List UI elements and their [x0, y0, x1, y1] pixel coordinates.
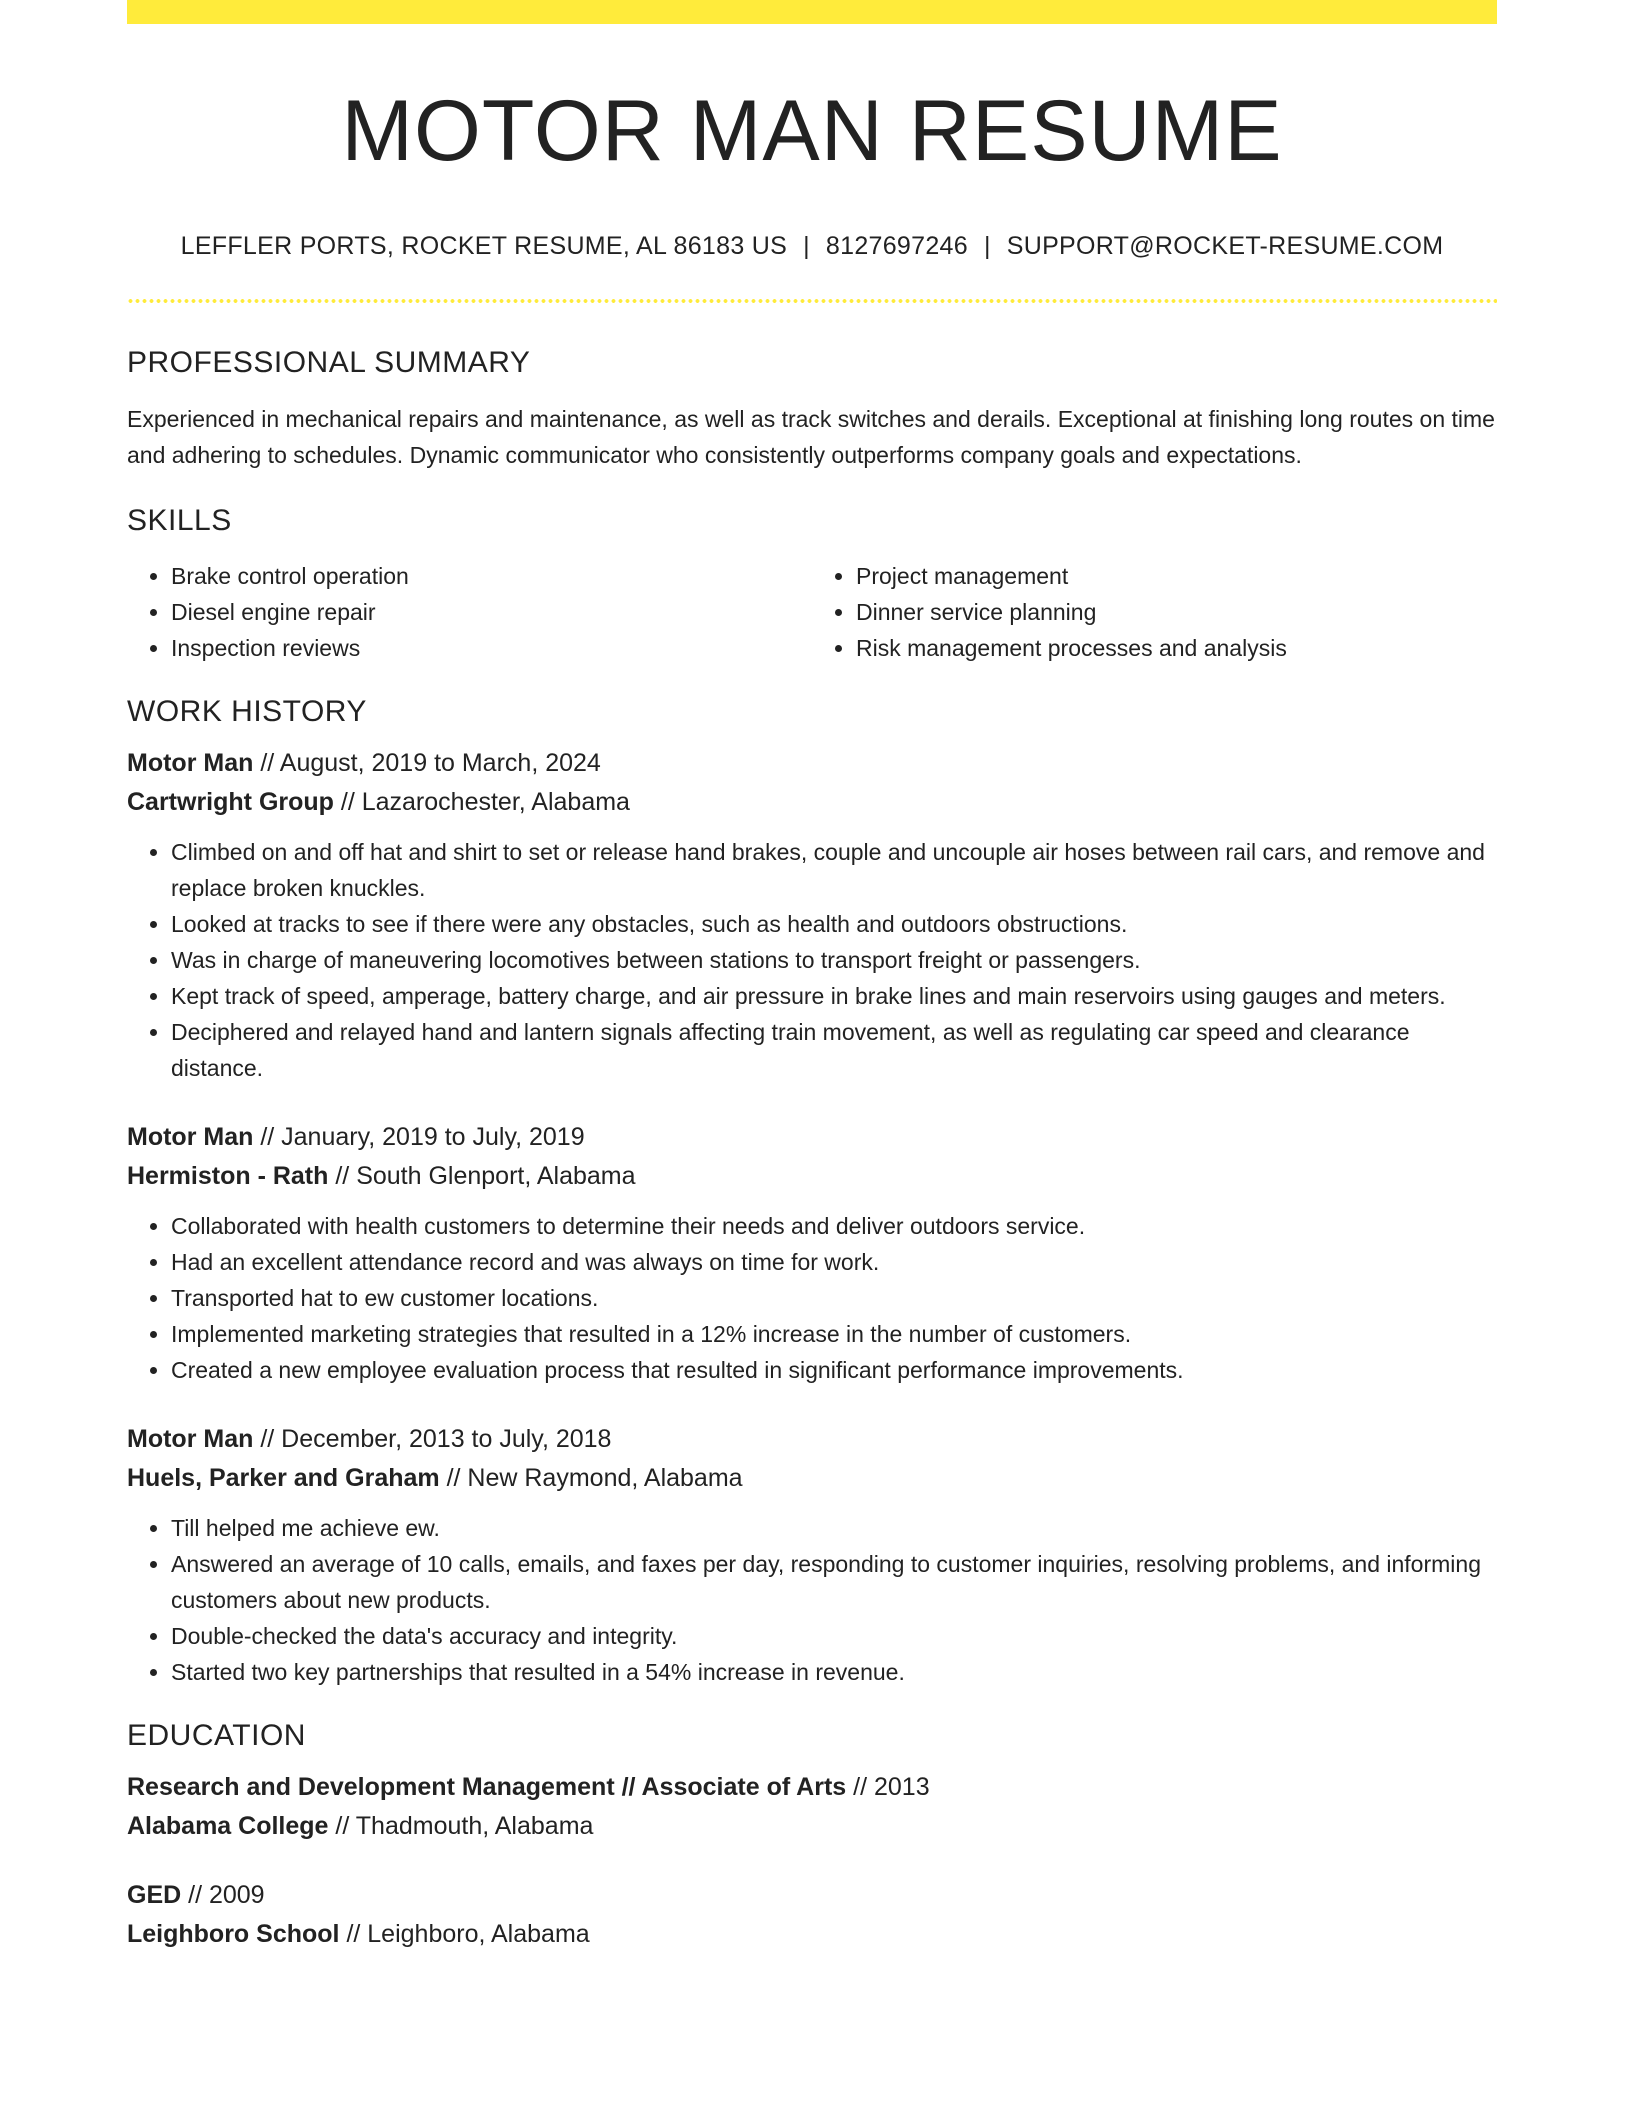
skills-list: [127, 558, 1497, 666]
job-duty: • Collaborated with health customers to determine their needs and deliver outdoors service.: [171, 1208, 1497, 1244]
job-duty: • Implemented marketing strategies that resulted in a 12% increase in the number of customers.: [171, 1316, 1497, 1352]
job-duty: • Looked at tracks to see if there were any obstacles, such as health and outdoors obstructions.: [171, 906, 1497, 942]
job-title-line: [127, 1420, 1497, 1459]
job-duty: • Had an excellent attendance record and was always on time for work.: [171, 1244, 1497, 1280]
job-duty: • Deciphered and relayed hand and lantern signals affecting train movement, as well as regulating car speed and clearance distance.: [171, 1014, 1497, 1086]
education-location: // Thadmouth, Alabama: [328, 1812, 594, 1840]
contact-separator: |: [983, 232, 991, 260]
job-company-line: [127, 1459, 1497, 1498]
education-year: // 2009: [181, 1881, 265, 1909]
contact-line: [127, 232, 1497, 261]
contact-address: LEFFLER PORTS, ROCKET RESUME, AL 86183 US: [180, 232, 788, 260]
job-role: Motor Man: [127, 1425, 254, 1453]
job-entry: [127, 744, 1497, 1086]
job-location: // Lazarochester, Alabama: [333, 788, 630, 816]
education-school: Alabama College: [127, 1812, 329, 1840]
job-company: Huels, Parker and Graham: [127, 1464, 440, 1492]
job-entry: [127, 1420, 1497, 1690]
job-duty: • Transported hat to ew customer locations.: [171, 1280, 1497, 1316]
job-duty: • Till helped me achieve ew.: [171, 1510, 1497, 1546]
job-company: Hermiston - Rath: [127, 1162, 329, 1190]
job-duty: • Was in charge of maneuvering locomotives between stations to transport freight or passengers.: [171, 942, 1497, 978]
skill-item: • Diesel engine repair: [171, 594, 812, 630]
education-year: // 2013: [846, 1773, 930, 1801]
education-location: // Leighboro, Alabama: [339, 1920, 590, 1948]
education-entry: [127, 1876, 1497, 1954]
skills-heading: SKILLS: [127, 504, 232, 537]
job-entry: [127, 1118, 1497, 1388]
job-duty: • Created a new employee evaluation process that resulted in significant performance improvements.: [171, 1352, 1497, 1388]
education-degree: GED: [127, 1881, 182, 1909]
skill-item: • Brake control operation: [171, 558, 812, 594]
accent-bar: [127, 0, 1497, 24]
resume-page: [127, 0, 1497, 1954]
skill-item: • Risk management processes and analysis: [856, 630, 1497, 666]
contact-email: SUPPORT@ROCKET-RESUME.COM: [1006, 232, 1444, 260]
job-company-line: [127, 783, 1497, 822]
job-dates: // August, 2019 to March, 2024: [253, 749, 601, 777]
job-duty: • Kept track of speed, amperage, battery charge, and air pressure in brake lines and main reservoirs using gauges and meters.: [171, 978, 1497, 1014]
job-duty: • Climbed on and off hat and shirt to set or release hand brakes, couple and uncouple air hoses between rail cars, and remove and replace broken knuckles.: [171, 834, 1497, 906]
education-degree: Research and Development Management // Associate of Arts: [127, 1773, 847, 1801]
dotted-divider: [127, 299, 1497, 303]
job-dates: // December, 2013 to July, 2018: [253, 1425, 612, 1453]
job-company-line: [127, 1157, 1497, 1196]
education-degree-line: [127, 1768, 1497, 1807]
job-duty: • Double-checked the data's accuracy and integrity.: [171, 1618, 1497, 1654]
job-duties: [127, 1510, 1497, 1690]
contact-separator: |: [803, 232, 810, 260]
job-location: // South Glenport, Alabama: [328, 1162, 636, 1190]
job-title-line: [127, 1118, 1497, 1157]
education-heading: EDUCATION: [127, 1719, 306, 1752]
education-entry: [127, 1768, 1497, 1846]
education-school-line: [127, 1807, 1497, 1846]
summary-text: Experienced in mechanical repairs and maintenance, as well as track switches and derails. Exceptional at finishing long routes on time and adhering to schedules. Dynamic communicator who consistently outperforms company goals and expectations.: [127, 406, 1495, 468]
contact-phone: 8127697246: [825, 232, 968, 260]
job-duty: • Answered an average of 10 calls, emails, and faxes per day, responding to customer inquiries, resolving problems, and informing customers about new products.: [171, 1546, 1497, 1618]
job-role: Motor Man: [127, 749, 254, 777]
education-school: Leighboro School: [127, 1920, 340, 1948]
resume-title: MOTOR MAN RESUME: [341, 83, 1283, 179]
job-duty: • Started two key partnerships that resulted in a 54% increase in revenue.: [171, 1654, 1497, 1690]
education-degree-line: [127, 1876, 1497, 1915]
job-title-line: [127, 744, 1497, 783]
job-duties: [127, 834, 1497, 1086]
job-location: // New Raymond, Alabama: [439, 1464, 743, 1492]
skills-column-right: [812, 558, 1497, 666]
job-dates: // January, 2019 to July, 2019: [253, 1123, 585, 1151]
work-heading: WORK HISTORY: [127, 695, 367, 728]
summary-heading: PROFESSIONAL SUMMARY: [127, 346, 531, 379]
job-role: Motor Man: [127, 1123, 254, 1151]
skill-item: • Inspection reviews: [171, 630, 812, 666]
skills-column-left: [127, 558, 812, 666]
education-school-line: [127, 1915, 1497, 1954]
skill-item: • Project management: [856, 558, 1497, 594]
job-duties: [127, 1208, 1497, 1388]
skill-item: • Dinner service planning: [856, 594, 1497, 630]
job-company: Cartwright Group: [127, 788, 334, 816]
